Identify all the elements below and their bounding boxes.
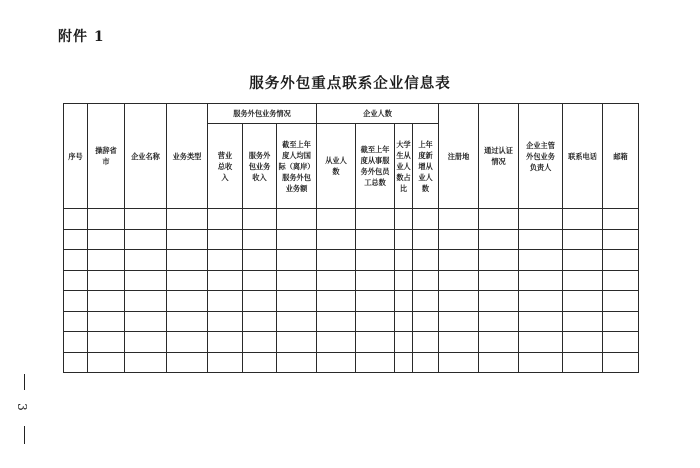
table-cell bbox=[125, 332, 167, 353]
annex-label: 附件 1 bbox=[58, 29, 105, 45]
table-cell bbox=[519, 311, 563, 332]
table-cell bbox=[317, 270, 356, 291]
table-cell bbox=[413, 250, 439, 271]
table-cell bbox=[356, 209, 395, 230]
table-cell bbox=[208, 229, 243, 250]
table-cell bbox=[439, 209, 479, 230]
table-cell bbox=[208, 209, 243, 230]
table-cell bbox=[413, 311, 439, 332]
col-company-name: 企业名称 bbox=[125, 104, 167, 209]
table-cell bbox=[125, 352, 167, 373]
table-cell bbox=[208, 311, 243, 332]
table-cell bbox=[317, 311, 356, 332]
table-cell bbox=[208, 291, 243, 312]
table-cell bbox=[603, 209, 639, 230]
table-cell bbox=[413, 229, 439, 250]
col-revenue: 营业 总收 入 bbox=[208, 124, 243, 209]
col-province: 操辞省 市 bbox=[88, 104, 125, 209]
col-employees: 从业人 数 bbox=[317, 124, 356, 209]
col-registered-place: 注册地 bbox=[439, 104, 479, 209]
table-cell bbox=[395, 332, 413, 353]
table-cell bbox=[603, 332, 639, 353]
table-cell bbox=[125, 229, 167, 250]
table-cell bbox=[356, 250, 395, 271]
page-number-text: 3 bbox=[14, 403, 29, 411]
table-cell bbox=[479, 332, 519, 353]
table-cell bbox=[603, 270, 639, 291]
table-cell bbox=[519, 291, 563, 312]
table-cell bbox=[563, 270, 603, 291]
table-cell bbox=[167, 332, 208, 353]
table-cell bbox=[243, 332, 277, 353]
table-cell bbox=[563, 209, 603, 230]
table-cell bbox=[243, 250, 277, 271]
table-cell bbox=[125, 209, 167, 230]
col-seq: 序号 bbox=[64, 104, 88, 209]
table-row bbox=[64, 352, 639, 373]
table-cell bbox=[277, 291, 317, 312]
table-cell bbox=[479, 250, 519, 271]
table-cell bbox=[563, 229, 603, 250]
table-cell bbox=[317, 352, 356, 373]
table-cell bbox=[317, 229, 356, 250]
table-cell bbox=[277, 209, 317, 230]
table-cell bbox=[125, 270, 167, 291]
table-row bbox=[64, 270, 639, 291]
page-rule-bottom bbox=[24, 426, 25, 444]
table-cell bbox=[519, 270, 563, 291]
col-email: 邮箱 bbox=[603, 104, 639, 209]
col-business-type: 业务类型 bbox=[167, 104, 208, 209]
table-cell bbox=[317, 250, 356, 271]
table-cell bbox=[88, 209, 125, 230]
table-cell bbox=[167, 229, 208, 250]
table-cell bbox=[356, 270, 395, 291]
table-cell bbox=[395, 209, 413, 230]
table-cell bbox=[64, 270, 88, 291]
table-cell bbox=[413, 291, 439, 312]
table-cell bbox=[88, 332, 125, 353]
table-cell bbox=[208, 250, 243, 271]
table-cell bbox=[519, 209, 563, 230]
col-phone: 联系电话 bbox=[563, 104, 603, 209]
table-cell bbox=[64, 291, 88, 312]
table-cell bbox=[277, 250, 317, 271]
table-cell bbox=[439, 250, 479, 271]
table-row bbox=[64, 209, 639, 230]
table-cell bbox=[356, 332, 395, 353]
table-cell bbox=[277, 332, 317, 353]
table-cell bbox=[317, 291, 356, 312]
table-cell bbox=[208, 352, 243, 373]
table-cell bbox=[88, 250, 125, 271]
table-cell bbox=[603, 250, 639, 271]
table-row bbox=[64, 311, 639, 332]
col-manager: 企业主管 外包业务 负责人 bbox=[519, 104, 563, 209]
table-cell bbox=[243, 291, 277, 312]
table-cell bbox=[395, 352, 413, 373]
table-cell bbox=[395, 229, 413, 250]
table-cell bbox=[167, 250, 208, 271]
table-cell bbox=[479, 270, 519, 291]
table-cell bbox=[479, 291, 519, 312]
table-cell bbox=[479, 352, 519, 373]
col-outsourcing-staff: 截至上年 度从事服 务外包员 工总数 bbox=[356, 124, 395, 209]
table-cell bbox=[277, 229, 317, 250]
table-cell bbox=[277, 352, 317, 373]
table-cell bbox=[208, 332, 243, 353]
table-cell bbox=[167, 270, 208, 291]
table-cell bbox=[243, 311, 277, 332]
table-cell bbox=[479, 229, 519, 250]
col-outsourcing-revenue: 服务外 包业务 收入 bbox=[243, 124, 277, 209]
table-cell bbox=[125, 250, 167, 271]
table-cell bbox=[356, 291, 395, 312]
table-cell bbox=[519, 352, 563, 373]
table-cell bbox=[125, 311, 167, 332]
table-cell bbox=[167, 209, 208, 230]
table-cell bbox=[243, 209, 277, 230]
table-cell bbox=[243, 270, 277, 291]
table-cell bbox=[277, 311, 317, 332]
table-cell bbox=[64, 209, 88, 230]
table-cell bbox=[356, 311, 395, 332]
table-cell bbox=[413, 209, 439, 230]
table-cell bbox=[603, 352, 639, 373]
table-cell bbox=[167, 352, 208, 373]
table-cell bbox=[395, 250, 413, 271]
table-cell bbox=[519, 332, 563, 353]
table-cell bbox=[395, 270, 413, 291]
table-cell bbox=[413, 352, 439, 373]
table-cell bbox=[413, 332, 439, 353]
page-rule-top bbox=[24, 374, 25, 390]
table-cell bbox=[439, 270, 479, 291]
table-cell bbox=[356, 352, 395, 373]
table-cell bbox=[603, 291, 639, 312]
col-certification: 通过认证 情况 bbox=[479, 104, 519, 209]
table-cell bbox=[395, 291, 413, 312]
table-cell bbox=[413, 270, 439, 291]
table-cell bbox=[563, 311, 603, 332]
table-cell bbox=[563, 291, 603, 312]
group-staff-header: 企业人数 bbox=[317, 104, 439, 124]
company-info-table bbox=[63, 103, 639, 373]
table-cell bbox=[563, 332, 603, 353]
table-cell bbox=[439, 352, 479, 373]
table-row bbox=[64, 250, 639, 271]
group-business-header: 服务外包业务情况 bbox=[208, 104, 317, 124]
table-cell bbox=[603, 311, 639, 332]
table-title: 服务外包重点联系企业信息表 bbox=[249, 75, 451, 92]
table-cell bbox=[317, 332, 356, 353]
table-cell bbox=[88, 270, 125, 291]
table-cell bbox=[479, 311, 519, 332]
table-cell bbox=[167, 291, 208, 312]
table-cell bbox=[519, 250, 563, 271]
table-cell bbox=[439, 311, 479, 332]
table-cell bbox=[439, 291, 479, 312]
table-cell bbox=[64, 332, 88, 353]
table-cell bbox=[167, 311, 208, 332]
table-cell bbox=[356, 229, 395, 250]
page-number bbox=[15, 374, 35, 444]
table-cell bbox=[519, 229, 563, 250]
table-cell bbox=[88, 291, 125, 312]
col-offshore-amount: 截至上年 度人均国 际（离岸） 服务外包 业务额 bbox=[277, 124, 317, 209]
table-cell bbox=[64, 352, 88, 373]
table-cell bbox=[479, 209, 519, 230]
table-cell bbox=[64, 229, 88, 250]
table-cell bbox=[208, 270, 243, 291]
table-cell bbox=[563, 352, 603, 373]
table-row bbox=[64, 332, 639, 353]
table-row bbox=[64, 291, 639, 312]
table-cell bbox=[603, 229, 639, 250]
table-cell bbox=[88, 311, 125, 332]
table-cell bbox=[563, 250, 603, 271]
table-cell bbox=[395, 311, 413, 332]
col-new-staff: 上年 度新 增从 业人 数 bbox=[413, 124, 439, 209]
table-cell bbox=[243, 229, 277, 250]
table-cell bbox=[439, 229, 479, 250]
table-cell bbox=[88, 352, 125, 373]
table-cell bbox=[125, 291, 167, 312]
table-cell bbox=[317, 209, 356, 230]
table-row bbox=[64, 229, 639, 250]
col-college-ratio: 大学 生从 业人 数占 比 bbox=[395, 124, 413, 209]
table-cell bbox=[439, 332, 479, 353]
table-cell bbox=[243, 352, 277, 373]
table-cell bbox=[64, 311, 88, 332]
table-cell bbox=[88, 229, 125, 250]
table-cell bbox=[277, 270, 317, 291]
table-cell bbox=[64, 250, 88, 271]
